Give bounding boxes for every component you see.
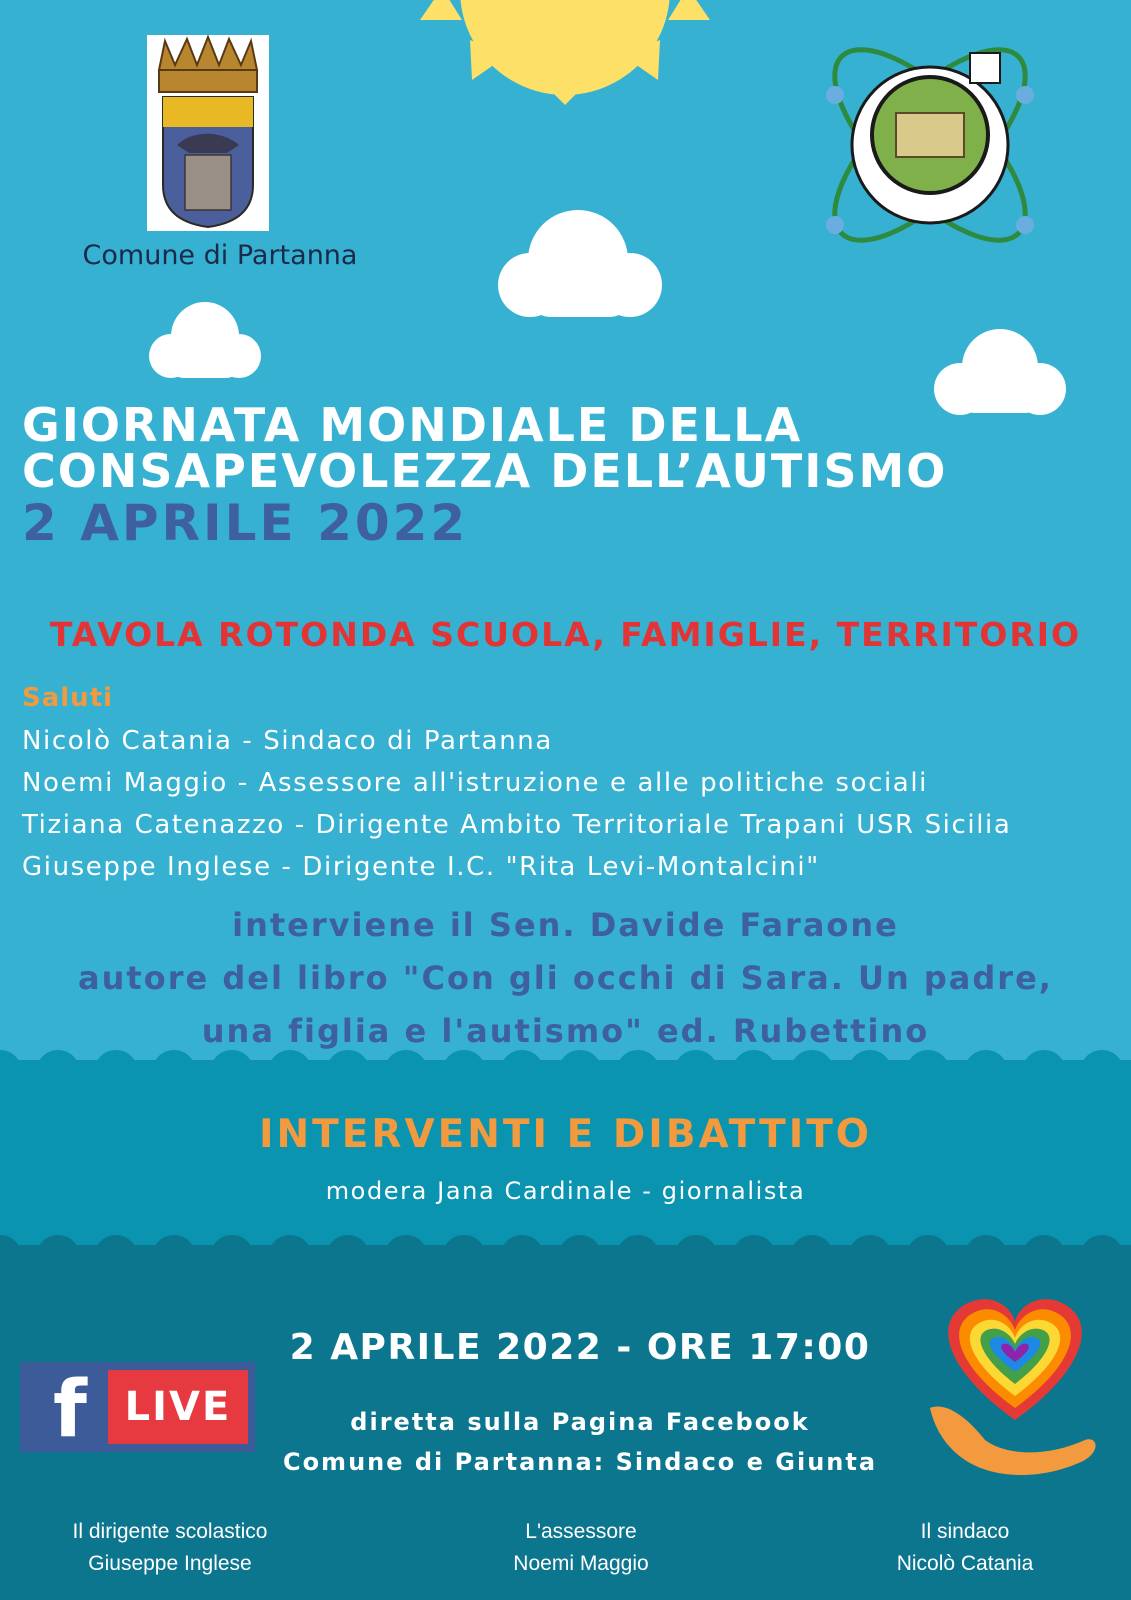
municipality-name: Comune di Partanna: [82, 240, 358, 271]
moderator-line: modera Jana Cardinale - giornalista: [325, 1177, 806, 1205]
live-label: LIVE: [124, 1384, 232, 1430]
facebook-f-glyph: f: [53, 1365, 87, 1455]
title-line-1: GIORNATA MONDIALE DELLA: [22, 398, 803, 452]
round-table-title: TAVOLA ROTONDA SCUOLA, FAMIGLIE, TERRITORIO: [49, 615, 1082, 654]
stream-line: Comune di Partanna: Sindaco e Giunta: [282, 1448, 878, 1476]
guest-line: autore del libro "Con gli occhi di Sara. Un padre,: [78, 959, 1053, 997]
wave-divider-bottom: [0, 1225, 1131, 1265]
title-line-2: CONSAPEVOLEZZA DELL’AUTISMO: [22, 444, 948, 498]
greeting-line: Tiziana Catenazzo - Dirigente Ambito Territoriale Trapani USR Sicilia: [22, 810, 1012, 840]
signature-role: L'assessore: [525, 1520, 637, 1543]
stream-line: diretta sulla Pagina Facebook: [350, 1408, 810, 1436]
municipality-crest-logo: [147, 35, 269, 231]
heart-hand-icon: [925, 1290, 1105, 1485]
cloud-icon: [490, 205, 670, 325]
signature-role: Il sindaco: [920, 1520, 1010, 1543]
school-logo: [800, 15, 1060, 275]
event-datetime: 2 APRILE 2022 - ORE 17:00: [289, 1327, 871, 1368]
signature-name: Noemi Maggio: [513, 1552, 649, 1575]
guest-line: interviene il Sen. Davide Faraone: [232, 906, 899, 944]
greeting-line: Giuseppe Inglese - Dirigente I.C. "Rita Levi-Montalcini": [22, 852, 820, 882]
greeting-line: Noemi Maggio - Assessore all'istruzione e alle politiche sociali: [22, 768, 928, 798]
signature-block: [20, 1520, 320, 1576]
debate-title: INTERVENTI E DIBATTITO: [259, 1112, 872, 1157]
signature-block: [815, 1520, 1115, 1576]
facebook-live-badge: [20, 1362, 255, 1455]
cloud-icon: [145, 300, 265, 382]
event-title: [22, 398, 1122, 498]
greeting-line: Nicolò Catania - Sindaco di Partanna: [22, 726, 553, 756]
signature-name: Nicolò Catania: [896, 1552, 1034, 1575]
greetings-heading: Saluti: [22, 683, 114, 713]
signature-name: Giuseppe Inglese: [88, 1552, 252, 1575]
sun-icon: [420, 0, 710, 140]
event-date-headline: 2 APRILE 2022: [22, 494, 469, 552]
signature-block: [431, 1520, 731, 1576]
signature-role: Il dirigente scolastico: [72, 1520, 268, 1543]
guest-line: una figlia e l'autismo" ed. Rubettino: [201, 1012, 930, 1050]
